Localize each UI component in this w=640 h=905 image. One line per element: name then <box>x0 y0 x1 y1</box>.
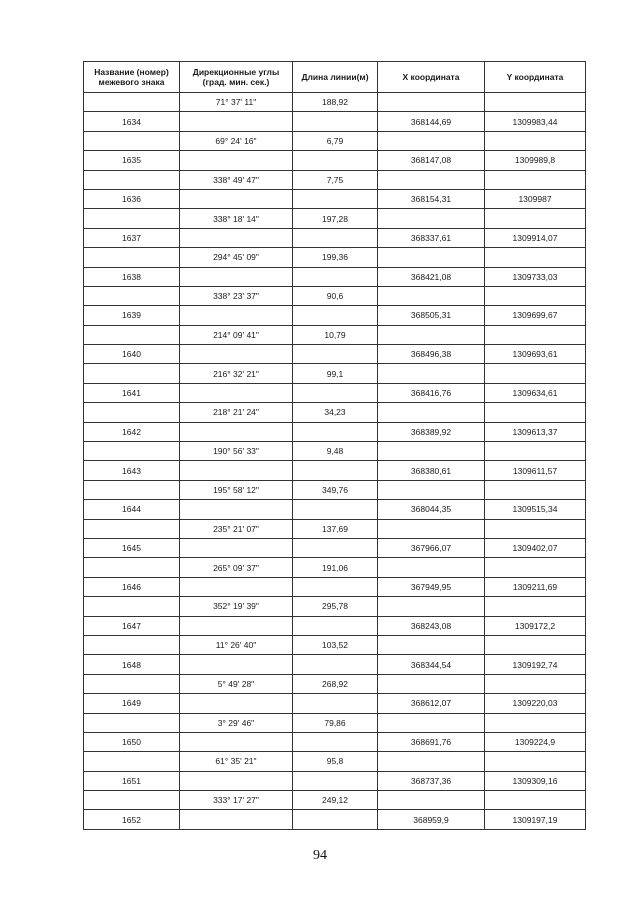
line-length-cell: 249,12 <box>293 791 378 810</box>
y-coordinate-cell <box>485 170 586 189</box>
x-coordinate-cell: 368691,76 <box>378 732 485 751</box>
page-number: 94 <box>313 848 327 863</box>
mark-name-cell <box>84 442 180 461</box>
mark-name-cell: 1634 <box>84 112 180 131</box>
table-row <box>84 422 586 441</box>
direction-angle-cell: 338° 49' 47" <box>180 170 293 189</box>
x-coordinate-cell <box>378 364 485 383</box>
direction-angle-cell <box>180 771 293 790</box>
line-length-cell <box>293 810 378 829</box>
x-coordinate-cell: 368612,07 <box>378 694 485 713</box>
y-coordinate-cell <box>485 713 586 732</box>
x-coordinate-cell <box>378 480 485 499</box>
table-row <box>84 597 586 616</box>
mark-name-cell <box>84 752 180 771</box>
line-length-cell <box>293 112 378 131</box>
table-row <box>84 151 586 170</box>
x-coordinate-cell <box>378 93 485 112</box>
x-coordinate-cell: 368737,36 <box>378 771 485 790</box>
x-coordinate-cell <box>378 519 485 538</box>
x-coordinate-cell: 367966,07 <box>378 538 485 557</box>
y-coordinate-cell <box>485 558 586 577</box>
mark-name-cell: 1643 <box>84 461 180 480</box>
line-length-cell <box>293 345 378 364</box>
x-coordinate-cell: 368044,35 <box>378 500 485 519</box>
mark-name-cell <box>84 791 180 810</box>
y-coordinate-cell <box>485 674 586 693</box>
mark-name-cell: 1652 <box>84 810 180 829</box>
line-length-cell: 295,78 <box>293 597 378 616</box>
mark-name-cell: 1641 <box>84 383 180 402</box>
mark-name-cell <box>84 713 180 732</box>
line-length-cell <box>293 461 378 480</box>
x-coordinate-cell <box>378 558 485 577</box>
x-coordinate-cell: 368496,38 <box>378 345 485 364</box>
direction-angle-cell: 195° 58' 12" <box>180 480 293 499</box>
y-coordinate-cell: 1309224,9 <box>485 732 586 751</box>
table-row <box>84 189 586 208</box>
x-coordinate-cell <box>378 403 485 422</box>
mark-name-cell <box>84 248 180 267</box>
table-row <box>84 442 586 461</box>
line-length-cell <box>293 189 378 208</box>
line-length-cell: 9,48 <box>293 442 378 461</box>
line-length-cell <box>293 228 378 247</box>
line-length-cell: 137,69 <box>293 519 378 538</box>
x-coordinate-cell <box>378 791 485 810</box>
x-coordinate-cell: 368243,08 <box>378 616 485 635</box>
y-coordinate-cell <box>485 442 586 461</box>
direction-angle-cell <box>180 655 293 674</box>
x-coordinate-cell <box>378 209 485 228</box>
line-length-cell: 103,52 <box>293 635 378 654</box>
table-row <box>84 248 586 267</box>
y-coordinate-cell: 1309211,69 <box>485 577 586 596</box>
table-row <box>84 655 586 674</box>
direction-angle-cell: 190° 56' 33" <box>180 442 293 461</box>
mark-name-cell: 1639 <box>84 306 180 325</box>
line-length-cell <box>293 151 378 170</box>
table-row <box>84 674 586 693</box>
line-length-cell: 191,06 <box>293 558 378 577</box>
direction-angle-cell: 265° 09' 37" <box>180 558 293 577</box>
direction-angle-cell: 338° 18' 14" <box>180 209 293 228</box>
table-header-row <box>84 62 586 93</box>
direction-angle-cell <box>180 538 293 557</box>
line-length-cell <box>293 500 378 519</box>
x-coordinate-cell: 368154,31 <box>378 189 485 208</box>
mark-name-cell <box>84 364 180 383</box>
y-coordinate-cell: 1309699,67 <box>485 306 586 325</box>
y-coordinate-cell <box>485 635 586 654</box>
direction-angle-cell <box>180 383 293 402</box>
table-row <box>84 170 586 189</box>
x-coordinate-cell: 368959,9 <box>378 810 485 829</box>
direction-angle-cell: 3° 29' 46" <box>180 713 293 732</box>
direction-angle-cell: 294° 45' 09" <box>180 248 293 267</box>
x-coordinate-cell: 368389,92 <box>378 422 485 441</box>
x-coordinate-cell: 368416,76 <box>378 383 485 402</box>
y-coordinate-cell: 1309613,37 <box>485 422 586 441</box>
table-row <box>84 500 586 519</box>
header-direction-angle: Дирекционные углы (град. мин. сек.) <box>180 62 293 93</box>
direction-angle-cell: 5° 49' 28" <box>180 674 293 693</box>
x-coordinate-cell: 368144,69 <box>378 112 485 131</box>
table-row <box>84 461 586 480</box>
line-length-cell <box>293 267 378 286</box>
mark-name-cell <box>84 635 180 654</box>
table-row <box>84 364 586 383</box>
line-length-cell <box>293 771 378 790</box>
direction-angle-cell: 61° 35' 21" <box>180 752 293 771</box>
mark-name-cell: 1646 <box>84 577 180 596</box>
direction-angle-cell: 235° 21' 07" <box>180 519 293 538</box>
mark-name-cell: 1640 <box>84 345 180 364</box>
y-coordinate-cell: 1309192,74 <box>485 655 586 674</box>
table-row <box>84 791 586 810</box>
y-coordinate-cell: 1309611,57 <box>485 461 586 480</box>
mark-name-cell: 1649 <box>84 694 180 713</box>
line-length-cell <box>293 616 378 635</box>
y-coordinate-cell <box>485 248 586 267</box>
line-length-cell <box>293 538 378 557</box>
direction-angle-cell <box>180 267 293 286</box>
direction-angle-cell: 216° 32' 21" <box>180 364 293 383</box>
table-row <box>84 480 586 499</box>
table-row <box>84 519 586 538</box>
line-length-cell <box>293 422 378 441</box>
line-length-cell: 10,79 <box>293 325 378 344</box>
direction-angle-cell <box>180 112 293 131</box>
header-mark-name: Название (номер) межевого знака <box>84 62 180 93</box>
y-coordinate-cell <box>485 364 586 383</box>
x-coordinate-cell <box>378 635 485 654</box>
line-length-cell: 199,36 <box>293 248 378 267</box>
x-coordinate-cell <box>378 286 485 305</box>
mark-name-cell: 1642 <box>84 422 180 441</box>
line-length-cell: 197,28 <box>293 209 378 228</box>
y-coordinate-cell: 1309402,07 <box>485 538 586 557</box>
x-coordinate-cell: 367949,95 <box>378 577 485 596</box>
line-length-cell: 99,1 <box>293 364 378 383</box>
y-coordinate-cell: 1309983,44 <box>485 112 586 131</box>
table-row <box>84 635 586 654</box>
y-coordinate-cell: 1309309,16 <box>485 771 586 790</box>
direction-angle-cell: 338° 23' 37" <box>180 286 293 305</box>
direction-angle-cell: 69° 24' 16" <box>180 131 293 150</box>
direction-angle-cell <box>180 345 293 364</box>
x-coordinate-cell <box>378 752 485 771</box>
table-row <box>84 209 586 228</box>
table-row <box>84 403 586 422</box>
y-coordinate-cell: 1309989,8 <box>485 151 586 170</box>
table-row <box>84 616 586 635</box>
direction-angle-cell <box>180 422 293 441</box>
table-row <box>84 383 586 402</box>
direction-angle-cell <box>180 151 293 170</box>
mark-name-cell <box>84 170 180 189</box>
line-length-cell: 188,92 <box>293 93 378 112</box>
y-coordinate-cell: 1309172,2 <box>485 616 586 635</box>
x-coordinate-cell <box>378 248 485 267</box>
mark-name-cell <box>84 480 180 499</box>
mark-name-cell <box>84 93 180 112</box>
direction-angle-cell <box>180 306 293 325</box>
mark-name-cell <box>84 597 180 616</box>
direction-angle-cell: 218° 21' 24" <box>180 403 293 422</box>
x-coordinate-cell: 368344,54 <box>378 655 485 674</box>
table-row <box>84 112 586 131</box>
x-coordinate-cell <box>378 674 485 693</box>
x-coordinate-cell <box>378 131 485 150</box>
x-coordinate-cell: 368421,08 <box>378 267 485 286</box>
direction-angle-cell: 333° 17' 27" <box>180 791 293 810</box>
y-coordinate-cell <box>485 403 586 422</box>
y-coordinate-cell: 1309197,19 <box>485 810 586 829</box>
table-body <box>84 93 586 830</box>
mark-name-cell: 1644 <box>84 500 180 519</box>
table-row <box>84 694 586 713</box>
direction-angle-cell <box>180 616 293 635</box>
line-length-cell: 6,79 <box>293 131 378 150</box>
mark-name-cell: 1638 <box>84 267 180 286</box>
table-row <box>84 577 586 596</box>
x-coordinate-cell <box>378 597 485 616</box>
table-row <box>84 345 586 364</box>
x-coordinate-cell <box>378 713 485 732</box>
x-coordinate-cell: 368505,31 <box>378 306 485 325</box>
table-row <box>84 538 586 557</box>
y-coordinate-cell <box>485 131 586 150</box>
x-coordinate-cell: 368380,61 <box>378 461 485 480</box>
y-coordinate-cell: 1309634,61 <box>485 383 586 402</box>
line-length-cell <box>293 732 378 751</box>
direction-angle-cell <box>180 577 293 596</box>
y-coordinate-cell <box>485 286 586 305</box>
y-coordinate-cell: 1309220,03 <box>485 694 586 713</box>
x-coordinate-cell <box>378 170 485 189</box>
boundary-marks-table <box>83 61 586 830</box>
table-row <box>84 267 586 286</box>
y-coordinate-cell <box>485 93 586 112</box>
table-row <box>84 286 586 305</box>
x-coordinate-cell: 368147,08 <box>378 151 485 170</box>
table-row <box>84 306 586 325</box>
direction-angle-cell <box>180 810 293 829</box>
table-row <box>84 93 586 112</box>
line-length-cell <box>293 577 378 596</box>
table-row <box>84 558 586 577</box>
x-coordinate-cell <box>378 325 485 344</box>
line-length-cell: 95,8 <box>293 752 378 771</box>
y-coordinate-cell <box>485 597 586 616</box>
mark-name-cell <box>84 674 180 693</box>
direction-angle-cell: 71° 37' 11" <box>180 93 293 112</box>
line-length-cell: 268,92 <box>293 674 378 693</box>
direction-angle-cell: 214° 09' 41" <box>180 325 293 344</box>
mark-name-cell: 1651 <box>84 771 180 790</box>
direction-angle-cell <box>180 500 293 519</box>
mark-name-cell: 1635 <box>84 151 180 170</box>
direction-angle-cell <box>180 189 293 208</box>
line-length-cell <box>293 694 378 713</box>
header-line-length: Длина линии(м) <box>293 62 378 93</box>
mark-name-cell <box>84 558 180 577</box>
mark-name-cell: 1650 <box>84 732 180 751</box>
y-coordinate-cell <box>485 519 586 538</box>
header-y-coordinate: Y координата <box>485 62 586 93</box>
line-length-cell <box>293 383 378 402</box>
x-coordinate-cell: 368337,61 <box>378 228 485 247</box>
mark-name-cell <box>84 403 180 422</box>
table-row <box>84 325 586 344</box>
direction-angle-cell: 352° 19' 39" <box>180 597 293 616</box>
table-row <box>84 752 586 771</box>
mark-name-cell: 1636 <box>84 189 180 208</box>
y-coordinate-cell: 1309733,03 <box>485 267 586 286</box>
direction-angle-cell <box>180 228 293 247</box>
line-length-cell <box>293 306 378 325</box>
line-length-cell: 90,6 <box>293 286 378 305</box>
mark-name-cell: 1637 <box>84 228 180 247</box>
direction-angle-cell <box>180 461 293 480</box>
table-row <box>84 131 586 150</box>
table-row <box>84 732 586 751</box>
mark-name-cell <box>84 325 180 344</box>
direction-angle-cell <box>180 694 293 713</box>
y-coordinate-cell: 1309914,07 <box>485 228 586 247</box>
direction-angle-cell <box>180 732 293 751</box>
y-coordinate-cell <box>485 752 586 771</box>
y-coordinate-cell <box>485 480 586 499</box>
y-coordinate-cell <box>485 791 586 810</box>
mark-name-cell: 1645 <box>84 538 180 557</box>
direction-angle-cell: 11° 26' 40" <box>180 635 293 654</box>
x-coordinate-cell <box>378 442 485 461</box>
mark-name-cell <box>84 286 180 305</box>
line-length-cell: 34,23 <box>293 403 378 422</box>
header-x-coordinate: X координата <box>378 62 485 93</box>
line-length-cell <box>293 655 378 674</box>
line-length-cell: 7,75 <box>293 170 378 189</box>
table-row <box>84 810 586 829</box>
y-coordinate-cell <box>485 209 586 228</box>
y-coordinate-cell: 1309515,34 <box>485 500 586 519</box>
mark-name-cell: 1647 <box>84 616 180 635</box>
mark-name-cell: 1648 <box>84 655 180 674</box>
mark-name-cell <box>84 131 180 150</box>
line-length-cell: 349,76 <box>293 480 378 499</box>
table-row <box>84 228 586 247</box>
y-coordinate-cell: 1309987 <box>485 189 586 208</box>
y-coordinate-cell <box>485 325 586 344</box>
mark-name-cell <box>84 209 180 228</box>
table-row <box>84 713 586 732</box>
table-row <box>84 771 586 790</box>
line-length-cell: 79,86 <box>293 713 378 732</box>
mark-name-cell <box>84 519 180 538</box>
y-coordinate-cell: 1309693,61 <box>485 345 586 364</box>
